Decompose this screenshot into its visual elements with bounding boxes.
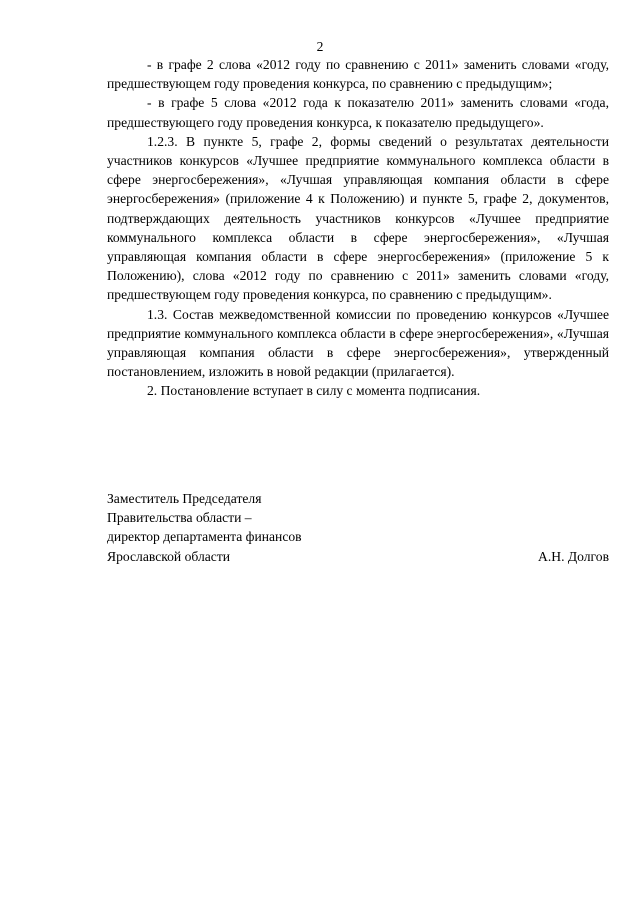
signer-title-line-1: Заместитель Председателя — [107, 491, 262, 506]
paragraph-item-graph2: - в графе 2 слова «2012 году по сравнению с 2011» заменить словами «году, предшествующем году проведения конкурса, по сравнению с предыдущим»; — [107, 57, 609, 92]
document-body — [107, 55, 609, 401]
paragraph-item-graph5: - в графе 5 слова «2012 года к показателю 2011» заменить словами «года, предшествующего году проведения конкурса, к показателю предыдущего». — [107, 95, 609, 130]
page-number: 2 — [316, 39, 324, 54]
paragraph-clause-1-3: 1.3. Состав межведомственной комиссии по проведению конкурсов «Лучшее предприятие коммунального комплекса области в сфере энергосбережения», «Лучшая управляющая компания области в сфере энергосбережения», утвержденный постановлением, изложить в новой редакции (прилагается). — [107, 306, 609, 380]
signer-last-row — [107, 547, 609, 566]
signer-title-line-3: директор департамента финансов — [107, 529, 302, 545]
paragraph-clause-2: 2. Постановление вступает в силу с момента подписания. — [147, 383, 481, 399]
signature-block — [107, 489, 609, 566]
signer-title-line-4: Ярославской области — [107, 548, 231, 564]
signer-title-line-2: Правительства области – — [107, 510, 252, 526]
signer-name: А.Н. Долгов — [538, 548, 609, 564]
paragraph-clause-1-2-3: 1.2.3. В пункте 5, графе 2, формы сведений о результатах деятельности участников конкурсов «Лучшее предприятие коммунального комплекса области в сфере энергосбережения», «Лучшая управляющая компания области в сфере энергосбережения» (приложение 4 к Положению) и пункте 5, графе 2, документов, подтверждающих деятельность участников конкурсов «Лучшее предприятие коммунального комплекса области в сфере энергосбережения», «Лучшая управляющая компания области в сфере энергосбережения» (приложение 5 к Положению), слова «2012 году по сравнению с 2011» заменить словами «году, предшествующем году проведения конкурса, по сравнению с предыдущим». — [107, 133, 609, 303]
